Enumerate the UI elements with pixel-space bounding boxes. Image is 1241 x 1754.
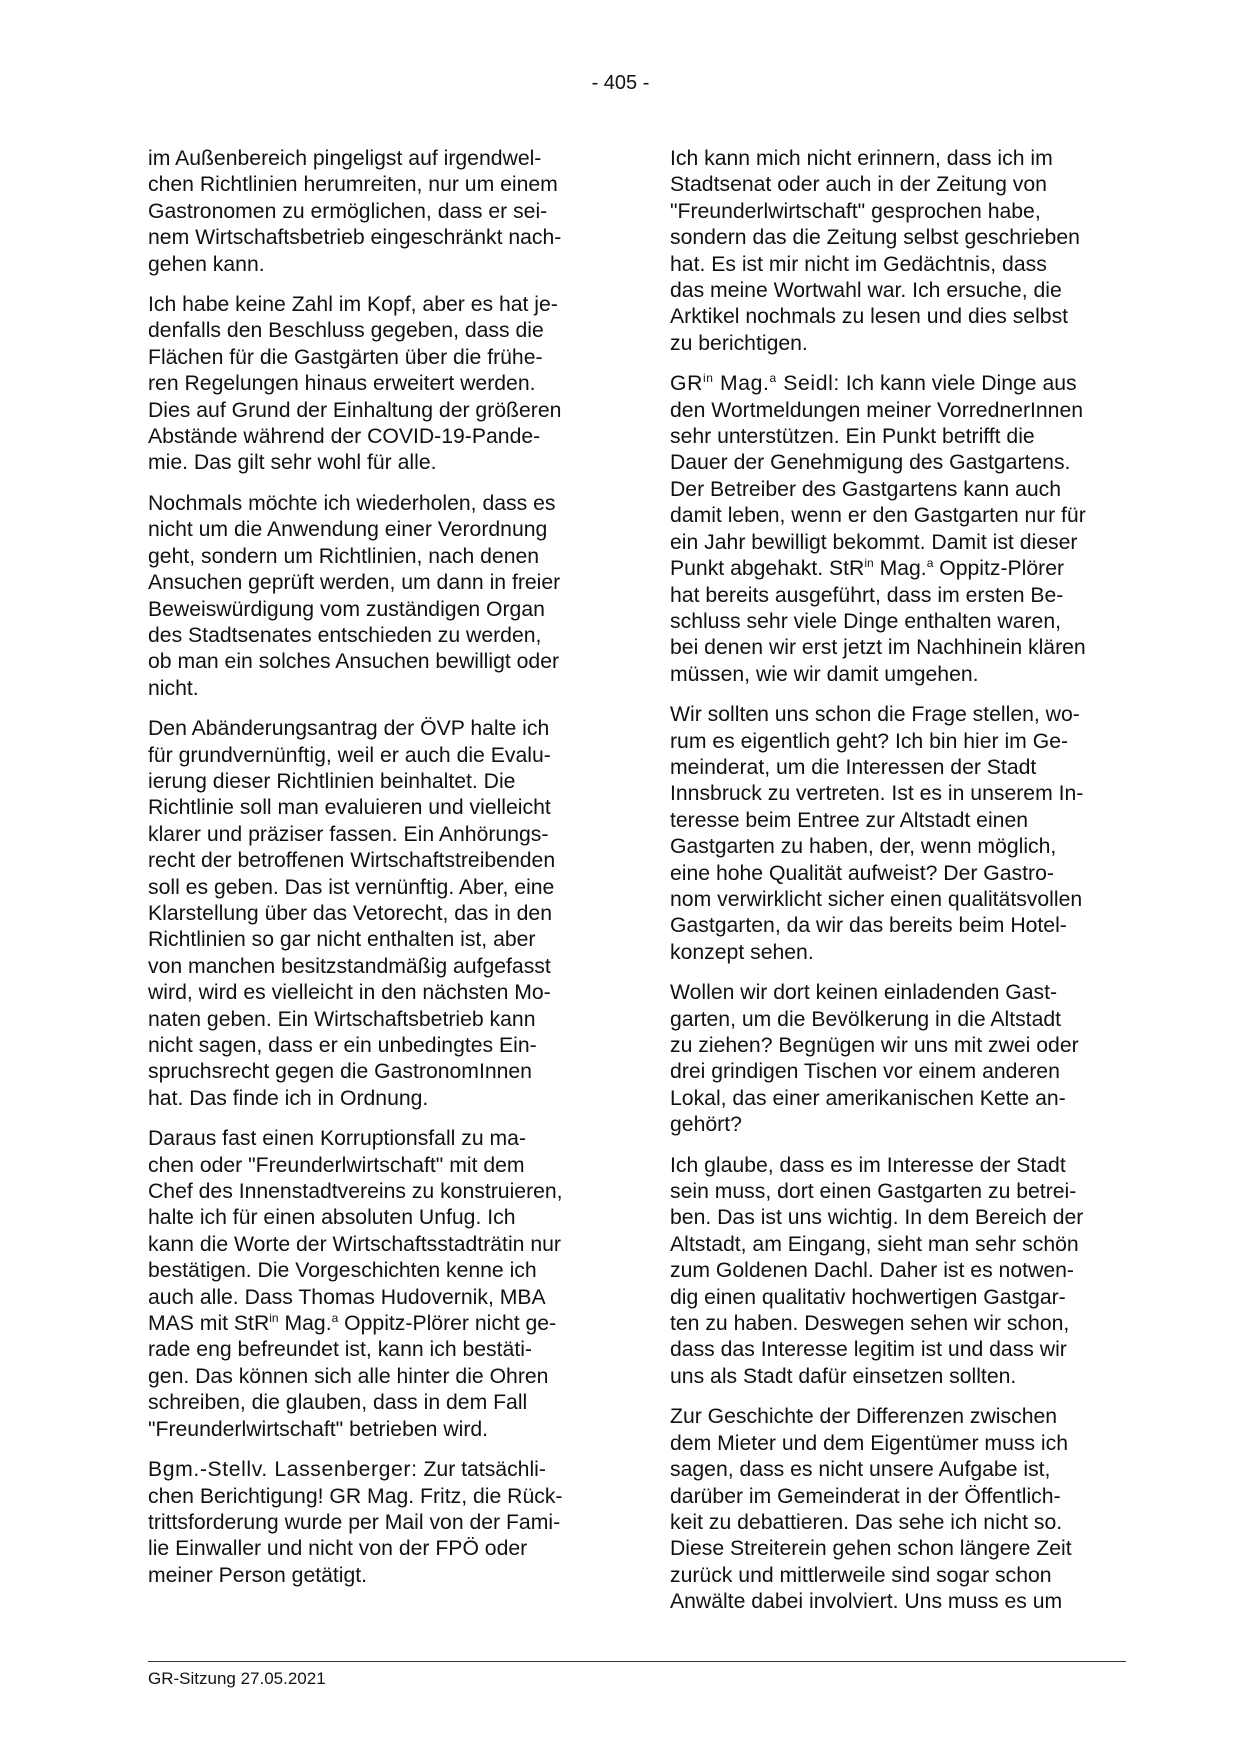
paragraph: Ich kann mich nicht erinnern, dass ich im Stadtsenat oder auch in der Zeitung von "Freunderlwirtschaft" gesprochen habe, sondern das die Zeitung selbst geschrieben hat. Es ist mir nicht im Gedächtnis, dass das meine Wortwahl war. Ich ersuche, die Arktikel nochmals zu lesen und dies selbst zu berichtigen. — [670, 147, 1080, 355]
superscript: in — [702, 371, 714, 386]
left-column — [148, 146, 600, 1603]
right-column — [670, 146, 1124, 1630]
paragraph — [148, 1126, 600, 1443]
text-run: GR — [670, 372, 703, 396]
text-run: Mag. — [713, 372, 770, 396]
speaker-name — [670, 372, 840, 395]
text-run: Zur tatsächli- chen Berichtigung! GR Mag. Fritz, die Rück- trittsforderung wurde per Mail von der Fami- lie Einwaller und nicht von der FPÖ oder meiner Person getätigt. — [148, 1458, 563, 1587]
page-number: - 405 - — [591, 72, 650, 94]
paragraph — [148, 1457, 600, 1589]
paragraph: Wir sollten uns schon die Frage stellen, wo- rum es eigentlich geht? Ich bin hier im Ge- meinderat, um die Interessen der Stadt Innsbruck zu vertreten. Ist es in unserem In- teresse beim Entree zur Altstadt einen Gastgarten zu haben, der, wenn möglich, eine hohe Qualität aufweist? Der Gastro- nom verwirklicht sicher einen qualitätsvollen Gastgarten, da wir das bereits beim Hotel- konzept sehen. — [670, 703, 1084, 964]
speaker-name: Bgm.-Stellv. Lassenberger: — [148, 1458, 418, 1482]
superscript: a — [331, 1311, 339, 1326]
footer-text: GR-Sitzung 27.05.2021 — [148, 1669, 326, 1688]
paragraph: Nochmals möchte ich wiederholen, dass es nicht um die Anwendung einer Verordnung geht, sondern um Richtlinien, nach denen Ansuchen geprüft werden, um dann in freier Beweiswürdigung vom zuständigen Organ des Stadtsenates entschieden zu werden, ob man ein solches Ansuchen bewilligt oder nicht. — [148, 491, 561, 700]
paragraph — [670, 371, 1124, 688]
text-run: Oppitz-Plörer nicht ge- rade eng befreundet ist, kann ich bestäti- gen. Das können sich alle hinter die Ohren schreiben, die glauben, dass in dem Fall "Freunderlwirtschaft" betrieben wird. — [148, 1312, 557, 1441]
text-run: Seidl: — [776, 372, 840, 396]
paragraph: Ich glaube, dass es im Interesse der Stadt sein muss, dort einen Gastgarten zu betrei- ben. Das ist uns wichtig. In dem Bereich der Altstadt, am Eingang, sieht man sehr schön zum Goldenen Dachl. Daher ist es notwen- dig einen qualitativ hochwertigen Gastgar- ten zu haben. Deswegen sehen wir schon, dass das Interesse legitim ist und dass wir uns als Stadt dafür einsetzen sollten. — [670, 1153, 1084, 1388]
text-run: Mag. — [278, 1312, 332, 1336]
text-run: Daraus fast einen Korruptionsfall zu ma- chen oder "Freunderlwirtschaft" mit dem Chef des Innenstadtvereins zu konstruieren, halte ich für einen absoluten Unfug. Ich kann die Worte der Wirtschaftsstadträtin nur bestätigen. Die Vorgeschichten kenne ich auch alle. Dass Thomas Hudovernik, MBA MAS mit StR — [148, 1127, 563, 1336]
superscript: in — [269, 1311, 279, 1326]
paragraph: Zur Geschichte der Differenzen zwischen dem Mieter und dem Eigentümer muss ich sagen, dass es nicht unsere Aufgabe ist, darüber im Gemeinderat in der Öffentlich- keit zu debattieren. Das sehe ich nicht so. Diese Streiterein gehen schon längere Zeit zurück und mittlerweile sind sogar schon Anwälte dabei involviert. Uns muss es um — [670, 1405, 1072, 1614]
text-run: Oppitz-Plörer hat bereits ausgeführt, dass im ersten Be- schluss sehr viele Dinge enthalten waren, bei denen wir erst jetzt im Nachhinein klären müssen, wie wir damit umgehen. — [670, 557, 1086, 686]
text-run: Ich kann viele Dinge aus den Wortmeldungen meiner VorrednerInnen sehr unterstützen. Ein Punkt betrifft die Dauer der Genehmigung des Gastgartens. Der Betreiber des Gastgartens kann auch damit leben, wenn er den Gastgarten nur für ein Jahr bewilligt bekommt. Damit ist dieser Punkt abgehakt. StR — [670, 372, 1086, 581]
paragraph: Wollen wir dort keinen einladenden Gast- garten, um die Bevölkerung in die Altstadt zu ziehen? Begnügen wir uns mit zwei oder drei grindigen Tischen vor einem anderen Lokal, das einer amerikanischen Kette an- gehört? — [670, 981, 1079, 1137]
text-run: Mag. — [873, 557, 927, 581]
superscript: in — [864, 556, 874, 571]
footer-divider — [148, 1661, 1126, 1662]
paragraph: im Außenbereich pingeligst auf irgendwel- chen Richtlinien herumreiten, nur um einem Gastronomen zu ermöglichen, dass er sei- nem Wirtschaftsbetrieb eingeschränkt nach- gehen kann. — [148, 147, 562, 276]
superscript: a — [769, 371, 777, 386]
paragraph: Ich habe keine Zahl im Kopf, aber es hat je- denfalls den Beschluss gegeben, dass die Flächen für die Gastgärten über die frühe- ren Regelungen hinaus erweitert werden. Dies auf Grund der Einhaltung der größeren Abstände während der COVID-19-Pande- mie. Das gilt sehr wohl für alle. — [148, 293, 562, 475]
superscript: a — [926, 556, 934, 571]
paragraph: Den Abänderungsantrag der ÖVP halte ich für grundvernünftig, weil er auch die Evalu- ierung dieser Richtlinien beinhaltet. Die Richtlinie soll man evaluieren und vielleicht klarer und präziser fassen. Ein Anhörungs- recht der betroffenen Wirtschaftstreibenden soll es geben. Das ist vernünftig. Aber, eine Klarstellung über das Vetorecht, das in den Richtlinien so gar nicht enthalten ist, aber von manchen besitzstandmäßig aufgefasst wird, wird es vielleicht in den nächsten Mo- naten geben. Ein Wirtschaftsbetrieb kann nicht sagen, dass er ein unbedingtes Ein- spruchsrecht gegen die GastronomInnen hat. Das finde ich in Ordnung. — [148, 717, 556, 1110]
